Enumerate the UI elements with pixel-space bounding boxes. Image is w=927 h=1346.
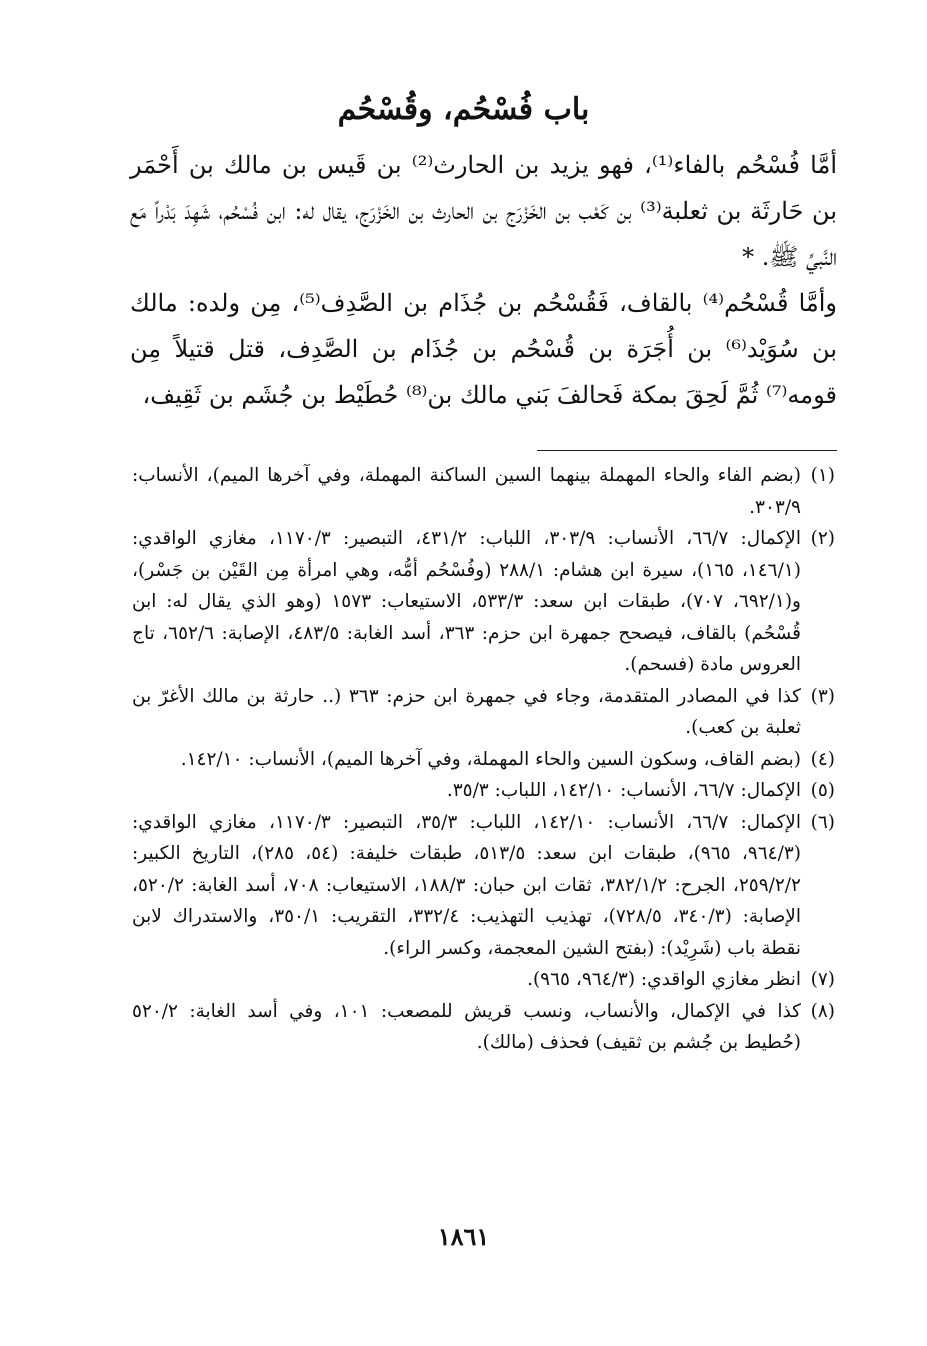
chapter-title: باب فُسْحُم، وقُسْحُم [337,92,590,127]
footnote-6 [132,807,835,965]
footnote-number: (٤) [810,748,835,770]
footnotes [132,460,835,1059]
footnote-number: (٢) [810,528,835,549]
page-number: ١٨٦١ [437,1222,490,1251]
footnote-text: (بضم الفاء والحاء المهملة بينهما السين الساكنة المهملة، وفي آخرها الميم)، الأنساب: ٣٠٣/٩. [132,465,801,518]
footnote-text: الإكمال: ٦٦/٧، الأنساب: ٣٠٣/٩، اللباب: ٤٣١/٢، التبصير: ١١٧٠/٣، مغازي الواقدي: (١٤٦/١، ١٦٥)، سيرة ابن هشام: ٢٨٨/١ (وفُسْحُم أمُّه، وهي امرأة مِن القَيْن بن جَسْر)، و(٦٩٢/١، ٧٠٧)، طبقات ابن سعد: ٥٣٣/٣، الاستيعاب: ١٥٧٣ (وهو الذي يقال له: ابن قُسْحُم) بالقاف، فيصحح جمهرة ابن حزم: ٣٦٣، أسد الغابة: ٤٨٣/٥، الإصابة: ٦٥٢/٦، تاج العروس مادة (فسحم). [132,528,801,675]
footnote-8 [132,996,835,1059]
footnote-number: (٣) [810,685,835,707]
footnote-text: كذا في الإكمال، والأنساب، ونسب قريش للمصعب: ١٠١، وفي أسد الغابة: ٥٢٠/٢ (حُطيط بن جُشم بن ثقيف) فحذف (مالك). [132,1000,801,1053]
footnote-number: (٨) [810,1000,835,1022]
main-text [130,142,837,418]
footnote-number: (٥) [810,780,835,801]
footnote-7 [132,964,835,996]
footnote-1 [132,460,835,523]
footnote-divider [537,450,837,451]
footnote-number: (٧) [810,969,835,990]
footnote-2 [132,523,835,681]
footnote-text: الإكمال: ٦٦/٧، الأنساب: ١٤٢/١٠، اللباب: ٣٥/٣. [446,780,801,801]
footnote-number: (٦) [810,811,835,833]
footnote-3 [132,681,835,744]
footnote-number: (١) [810,465,835,486]
footnote-text: كذا في المصادر المتقدمة، وجاء في جمهرة ابن حزم: ٣٦٣ (.. حارثة بن مالك الأغرّ بن ثعلبة بن كعب). [132,685,801,738]
footnote-4 [132,744,835,776]
paragraph-1: أمَّا فُسْحُم بالفاء⁽¹⁾، فهو يزيد بن الحارث⁽²⁾ بن قَيس بن مالك بن أَحْمَر بن حَارثَة بن ثعلبة⁽³⁾ بن كَعْب بن الخَزْرَج بن الحارث بن الخَزْرَج، يقال له: ابن فُسْحُم، شَهِدَ بَدْراً مَع النَّبيِّ ﷺ. * [130,151,837,271]
footnote-text: (بضم القاف، وسكون السين والحاء المهملة، وفي آخرها الميم)، الأنساب: ١٤٢/١٠. [180,748,801,770]
footnote-text: الإكمال: ٦٦/٧، الأنساب: ١٤٢/١٠، اللباب: ٣٥/٣، التبصير: ١١٧٠/٣، مغازي الواقدي: (٩٦٤/٣، ٩٦٥)، طبقات ابن سعد: ٥١٣/٥، طبقات خليفة: (٥٤، ٢٨٥)، التاريخ الكبير: ٢٥٩/٢/٢، الجرح: ٣٨٢/١/٢، ثقات ابن حبان: ١٨٨/٣، الاستيعاب: ٧٠٨، أسد الغابة: ٥٢٠/٢، الإصابة: (٣٤٠/٣، ٧٢٨/٥)، تهذيب التهذيب: ٣٣٢/٤، التقريب: ٣٥٠/١، والاستدراك لابن نقطة باب (شَرِيْد): (بفتح الشين المعجمة، وكسر الراء). [132,811,801,959]
footnote-text: انظر مغازي الواقدي: (٩٦٤/٣، ٩٦٥). [527,969,801,990]
footnote-5 [132,775,835,807]
paragraph-2: وأمَّا قُسْحُم⁽⁴⁾ بالقاف، فَقُسْحُم بن جُذَام بن الصَّدِف⁽⁵⁾، مِن ولده: مالك بن سُوَيْد⁽⁶⁾ بن أُجَرَة بن قُسْحُم بن جُذَام بن الصَّدِف، قتل قتيلاً مِن قومه⁽⁷⁾ ثُمَّ لَحِقَ بمكة فَحالفَ بَني مالك بن⁽⁸⁾ حُطَيْط بن جُشَم بن ثَقِيف، [130,289,838,409]
